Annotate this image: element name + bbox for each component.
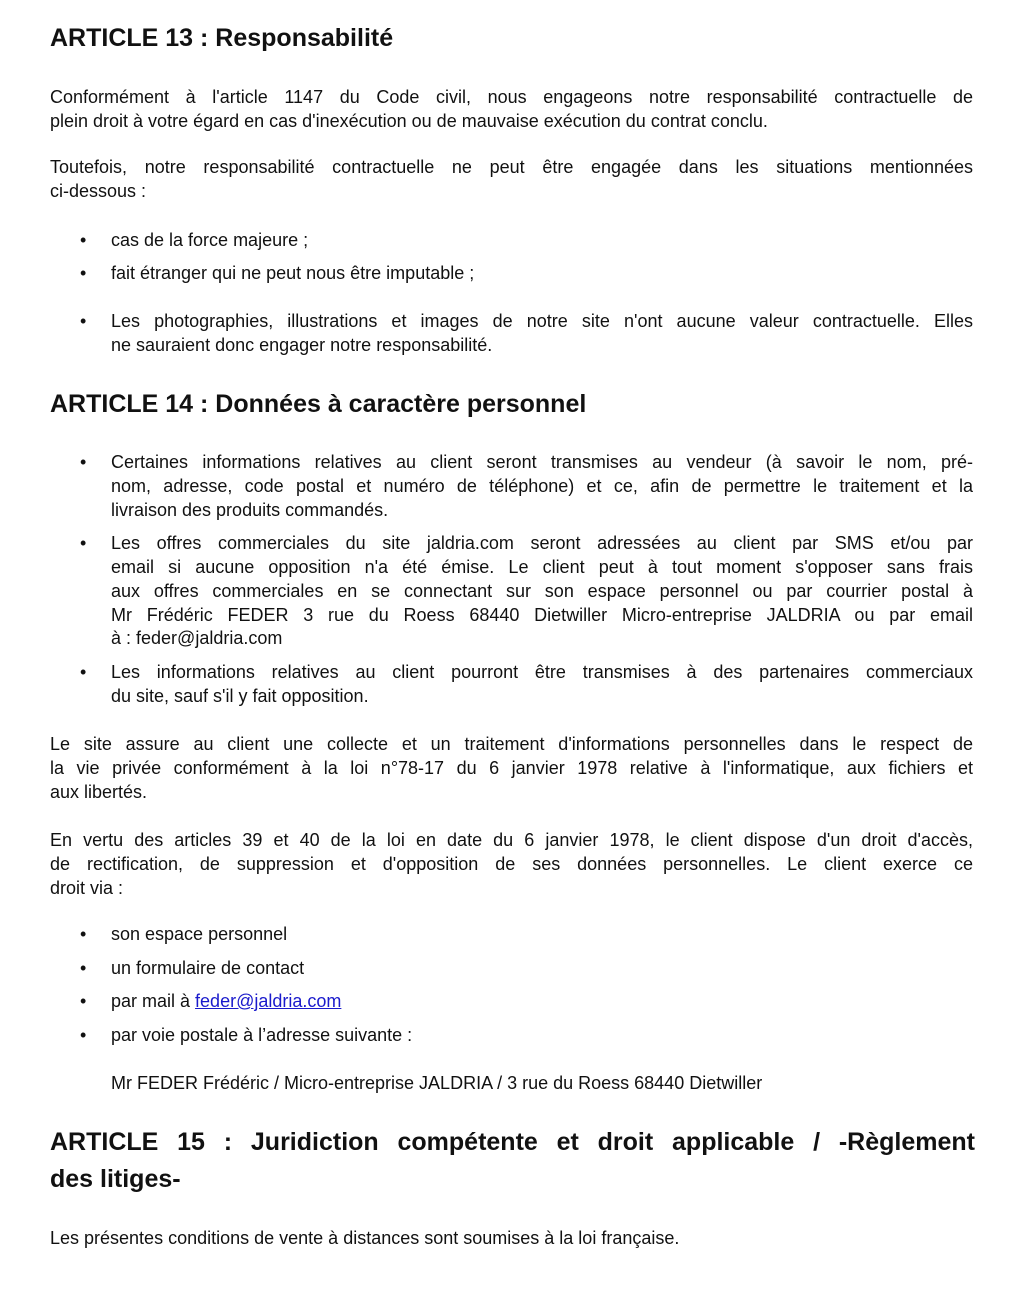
article-13-title: ARTICLE 13 : Responsabilité — [50, 24, 394, 52]
list-item: email si aucune opposition n'a été émise. Le client peut à tout moment s'opposer sans frais — [111, 557, 973, 577]
bullet-icon: • — [80, 991, 87, 1011]
list-item: à : feder@jaldria.com — [111, 628, 283, 648]
article-15-title: ARTICLE 15 : Juridiction compétente et droit applicable / -Règlement — [50, 1128, 975, 1156]
list-item: livraison des produits commandés. — [111, 500, 389, 520]
paragraph-line: En vertu des articles 39 et 40 de la loi en date du 6 janvier 1978, le client dispose d'un droit d'accès, — [50, 830, 973, 850]
paragraph-line: Les présentes conditions de vente à distances sont soumises à la loi française. — [50, 1228, 680, 1248]
paragraph-line: Le site assure au client une collecte et un traitement d'informations personnelles dans le respect de — [50, 734, 973, 754]
paragraph-line: la vie privée conformément à la loi n°78-17 du 6 janvier 1978 relative à l'informatique, aux fichiers et — [50, 758, 973, 778]
bullet-icon: • — [80, 311, 87, 331]
list-item: Les informations relatives au client pourront être transmises à des partenaires commerciaux — [111, 662, 973, 682]
paragraph-line: Conformément à l'article 1147 du Code civil, nous engageons notre responsabilité contractuelle de — [50, 87, 973, 107]
list-item: cas de la force majeure ; — [111, 230, 309, 250]
postal-address: Mr FEDER Frédéric / Micro-entreprise JALDRIA / 3 rue du Roess 68440 Dietwiller — [111, 1073, 763, 1093]
article-15-title-cont: des litiges- — [50, 1165, 181, 1193]
list-item: son espace personnel — [111, 924, 288, 944]
bullet-icon: • — [80, 662, 87, 682]
bullet-icon: • — [80, 263, 87, 283]
paragraph-line: droit via : — [50, 878, 124, 898]
article-14-title: ARTICLE 14 : Données à caractère personnel — [50, 390, 587, 418]
list-item: aux offres commerciales en se connectant sur son espace personnel ou par courrier postal à — [111, 581, 973, 601]
paragraph-line: de rectification, de suppression et d'opposition de ses données personnelles. Le client exerce ce — [50, 854, 973, 874]
paragraph-line: plein droit à votre égard en cas d'inexécution ou de mauvaise exécution du contrat conclu. — [50, 111, 768, 131]
list-item: Mr Frédéric FEDER 3 rue du Roess 68440 Dietwiller Micro-entreprise JALDRIA ou par email — [111, 605, 973, 625]
list-item: ne sauraient donc engager notre responsabilité. — [111, 335, 493, 355]
list-item: Les photographies, illustrations et images de notre site n'ont aucune valeur contractuelle. Elles — [111, 311, 973, 331]
list-item: nom, adresse, code postal et numéro de téléphone) et ce, afin de permettre le traitement et la — [111, 476, 973, 496]
list-item: Certaines informations relatives au client seront transmises au vendeur (à savoir le nom, pré- — [111, 452, 973, 472]
bullet-icon: • — [80, 452, 87, 472]
list-item: par voie postale à l’adresse suivante : — [111, 1025, 413, 1045]
bullet-icon: • — [80, 1025, 87, 1045]
list-item: un formulaire de contact — [111, 958, 305, 978]
list-item-text: par mail à — [111, 991, 196, 1011]
bullet-icon: • — [80, 958, 87, 978]
list-item: Les offres commerciales du site jaldria.com seront adressées au client par SMS et/ou par — [111, 533, 973, 553]
list-item: fait étranger qui ne peut nous être imputable ; — [111, 263, 475, 283]
paragraph-line: Toutefois, notre responsabilité contractuelle ne peut être engagée dans les situations mentionnées — [50, 157, 973, 177]
list-item — [111, 989, 973, 1013]
paragraph-line: aux libertés. — [50, 782, 148, 802]
bullet-icon: • — [80, 924, 87, 944]
email-link[interactable]: feder@jaldria.com — [195, 991, 342, 1011]
list-item: du site, sauf s'il y fait opposition. — [111, 686, 369, 706]
paragraph-line: ci-dessous : — [50, 181, 147, 201]
bullet-icon: • — [80, 533, 87, 553]
bullet-icon: • — [80, 230, 87, 250]
